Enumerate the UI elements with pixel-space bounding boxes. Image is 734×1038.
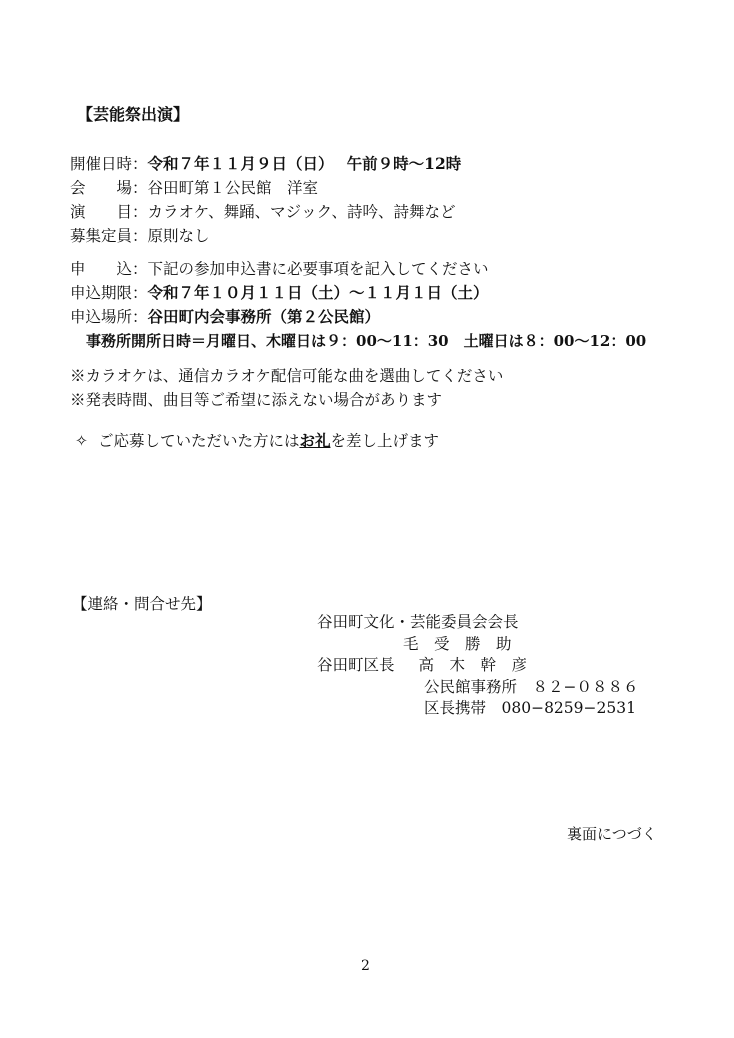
event-venue-label: 会 場：: [70, 179, 148, 197]
contact-head-name: 高 木 幹 彦: [418, 656, 528, 674]
thanks-emphasis: お礼: [299, 431, 331, 450]
contact-org: 谷田町文化・芸能委員会会長: [317, 613, 519, 631]
place-value: 谷田町内会事務所（第２公民館）: [147, 307, 381, 326]
sparkle-icon: ✧: [75, 432, 88, 450]
place-label: 申込場所：: [70, 308, 148, 326]
apply-value: 下記の参加申込書に必要事項を記入してください: [147, 260, 489, 278]
thanks-text-before: ご応募していただいた方には: [97, 432, 300, 450]
thanks-line: [75, 431, 439, 451]
continued-note: 裏面につづく: [567, 825, 657, 843]
contact-mobile-phone: 区長携帯 080−8259−2531: [424, 699, 636, 717]
event-program-value: カラオケ、舞踊、マジック、詩吟、詩舞など: [147, 203, 456, 221]
event-capacity-line: [70, 226, 210, 246]
event-program-line: [70, 202, 456, 222]
event-date-value: 令和７年１１月９日（日） 午前９時〜12時: [147, 154, 462, 173]
event-date-label: 開催日時：: [70, 155, 148, 173]
thanks-text-after: を差し上げます: [330, 432, 439, 450]
contact-head-line: [317, 655, 527, 675]
page-number: 2: [361, 958, 370, 974]
apply-line: [70, 259, 489, 279]
contact-title: 【連絡・問合せ先】: [72, 595, 212, 613]
contact-chair-name: 毛 受 勝 助: [403, 635, 512, 653]
event-capacity-value: 原則なし: [147, 227, 210, 245]
note-schedule: ※発表時間、曲目等ご希望に添えない場合があります: [70, 391, 443, 409]
contact-head-label: 谷田町区長: [317, 656, 395, 674]
contact-office-phone: 公民館事務所 ８２−０８８６: [424, 678, 639, 696]
event-program-label: 演 目：: [70, 203, 148, 221]
event-venue-line: [70, 178, 318, 198]
place-line: [70, 307, 380, 327]
event-date-line: [70, 154, 461, 174]
office-hours: 事務所開所日時＝月曜日、木曜日は９：00〜11：30 土曜日は８：00〜12：00: [86, 332, 647, 350]
event-venue-value: 谷田町第１公民館 洋室: [147, 179, 319, 197]
event-capacity-label: 募集定員：: [70, 227, 148, 245]
section-title: 【芸能祭出演】: [77, 105, 190, 124]
deadline-line: [70, 283, 489, 303]
deadline-value: 令和７年１０月１１日（土）〜１１月１日（土）: [147, 283, 489, 302]
note-karaoke: ※カラオケは、通信カラオケ配信可能な曲を選曲してください: [70, 367, 504, 385]
deadline-label: 申込期限：: [70, 284, 148, 302]
apply-label: 申 込：: [70, 260, 148, 278]
